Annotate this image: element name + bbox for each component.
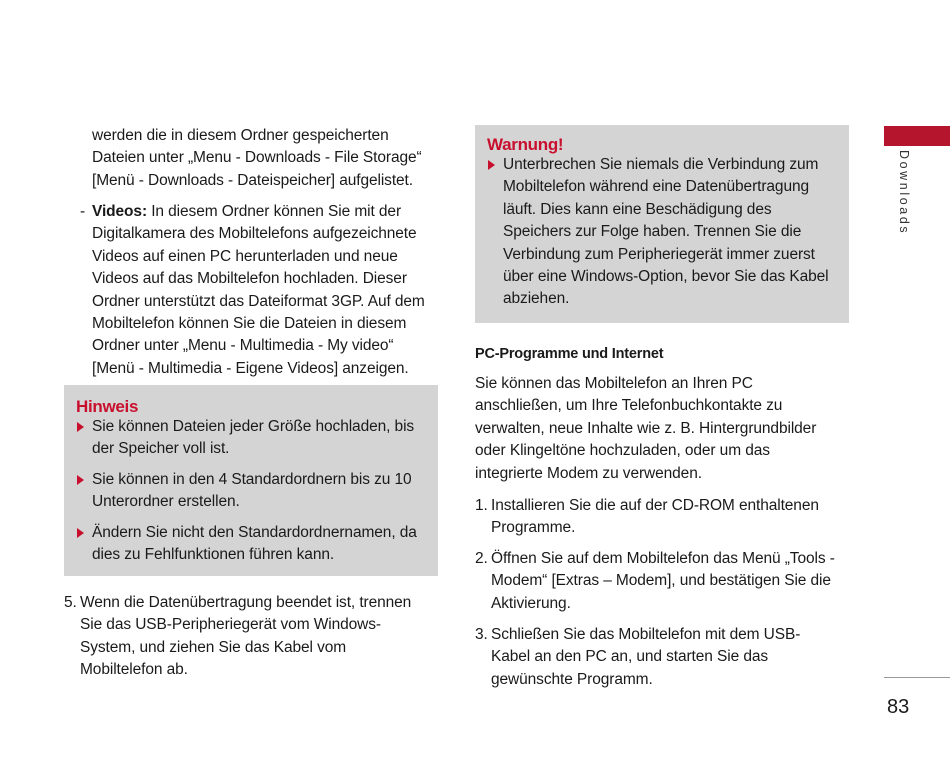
text-line: Modem“ [Extras – Modem], und bestätigen Sie die (491, 572, 831, 590)
text-line: verwalten, neue Inhalte wie z. B. Hintergrundbilder (475, 419, 817, 437)
section-label-vertical: Downloads (897, 150, 911, 236)
section-tab-marker (884, 126, 950, 146)
text-line: Schließen Sie das Mobiltelefon mit dem USB- (491, 626, 801, 643)
text-line: Kabel an den PC an, und starten Sie das (491, 648, 769, 666)
triangle-bullet-icon (488, 160, 495, 170)
note-bullet (77, 416, 427, 461)
text-line (92, 201, 440, 223)
videos-label: Videos: (92, 203, 148, 220)
note-bullet (77, 522, 427, 567)
page-number-rule (884, 677, 950, 678)
text-line: läuft. Dies kann eine Beschädigung des (503, 200, 772, 218)
text-line: Programme. (491, 519, 576, 537)
text-line: Wenn die Datenübertragung beendet ist, trennen (80, 594, 412, 611)
continuation-paragraph (92, 125, 437, 192)
page-number: 83 (887, 696, 910, 718)
text-line: integrierte Modem zu verwenden. (475, 464, 702, 482)
step-3 (475, 624, 850, 691)
text-line: Öffnen Sie auf dem Mobiltelefon das Menü „Tools - (491, 550, 835, 567)
text-line: gewünschte Programm. (491, 670, 653, 688)
text-line: Installieren Sie die auf der CD-ROM enthaltenen (491, 497, 819, 514)
triangle-bullet-icon (77, 422, 84, 432)
text-line: Mobiltelefon können Sie die Dateien in diesem (92, 315, 407, 333)
text-line: Sie können das Mobiltelefon an Ihren PC (475, 375, 753, 392)
text-line: [Menü - Downloads - Dateispeicher] aufgelistet. (92, 171, 413, 189)
warnung-title: Warnung! (487, 135, 564, 154)
text-line: Speichers zur Folge haben. Trennen Sie die (503, 223, 802, 241)
text-line: der Speicher voll ist. (92, 440, 230, 458)
warning-bullet (488, 154, 843, 311)
videos-item (80, 201, 440, 380)
section-heading: PC-Programme und Internet (475, 346, 664, 362)
videos-first-line: In diesem Ordner können Sie mit der (147, 203, 402, 220)
text-line: Mobiltelefon ab. (80, 661, 188, 679)
step-number: 3. (475, 626, 488, 643)
warnung-box (475, 125, 849, 323)
text-line: Videos auf einen PC herunterladen und neue (92, 247, 398, 265)
text-line: Unterordner erstellen. (92, 493, 240, 511)
text-line: Sie können in den 4 Standardordnern bis zu 10 (92, 471, 412, 488)
text-line: Sie können Dateien jeder Größe hochladen, bis (92, 418, 415, 435)
section-intro (475, 373, 850, 485)
text-line: Ändern Sie nicht den Standardordnernamen, da (92, 524, 417, 541)
text-line: [Menü - Multimedia - Eigene Videos] anzeigen. (92, 359, 409, 377)
text-line: werden die in diesem Ordner gespeicherten (92, 127, 389, 144)
step-5 (64, 592, 434, 682)
step-2 (475, 548, 850, 615)
text-line: anschließen, um Ihre Telefonbuchkontakte zu (475, 397, 783, 415)
text-line: oder Klingeltöne hochzuladen, oder um das (475, 442, 770, 460)
text-line: Dateien unter „Menu - Downloads - File Storage“ (92, 149, 422, 167)
text-line: über eine Windows-Option, bevor Sie das Kabel (503, 268, 829, 286)
step-1 (475, 495, 850, 540)
text-line: Ordner unterstützt das Dateiformat 3GP. Auf dem (92, 292, 425, 310)
text-line: Verbindung zum Peripheriegerät immer zuerst (503, 245, 815, 263)
hinweis-title: Hinweis (76, 397, 139, 416)
note-bullet (77, 469, 427, 514)
step-number: 2. (475, 550, 488, 567)
text-line: Sie das USB-Peripheriegerät vom Windows- (80, 616, 381, 634)
triangle-bullet-icon (77, 475, 84, 485)
text-line: Mobiltelefon während eine Datenübertragung (503, 178, 810, 196)
triangle-bullet-icon (77, 528, 84, 538)
text-line: Digitalkamera des Mobiltelefons aufgezeichnete (92, 225, 417, 243)
step-number: 5. (64, 594, 77, 611)
text-line: Ordner unter „Menu - Multimedia - My video“ (92, 337, 394, 355)
text-line: Unterbrechen Sie niemals die Verbindung zum (503, 156, 819, 173)
text-line: Aktivierung. (491, 594, 571, 612)
text-line: dies zu Fehlfunktionen führen kann. (92, 546, 335, 564)
text-line: System, und ziehen Sie das Kabel vom (80, 638, 347, 656)
text-line: Videos auf das Mobiltelefon hochladen. Dieser (92, 270, 407, 288)
hinweis-note-box (64, 385, 438, 576)
text-line: abziehen. (503, 290, 570, 308)
list-dash: - (80, 203, 86, 220)
step-number: 1. (475, 497, 488, 514)
